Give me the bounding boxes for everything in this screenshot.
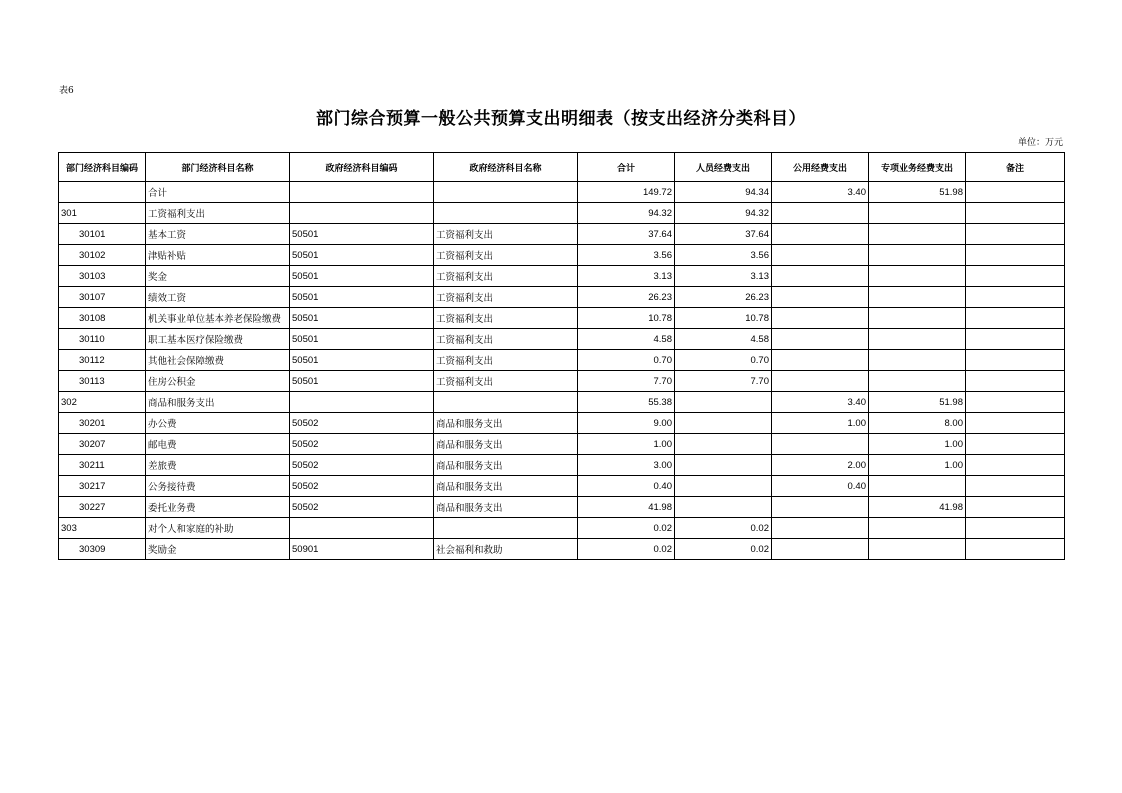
cell-gov-code: 50501: [290, 350, 434, 371]
cell-personnel: 37.64: [675, 224, 772, 245]
cell-gov-name: 工资福利支出: [434, 266, 578, 287]
cell-note: [966, 287, 1065, 308]
cell-gov-code: 50502: [290, 434, 434, 455]
cell-dept-name: 合计: [146, 182, 290, 203]
cell-total: 9.00: [578, 413, 675, 434]
cell-total: 26.23: [578, 287, 675, 308]
cell-gov-code: [290, 203, 434, 224]
cell-dept-name: 津贴补贴: [146, 245, 290, 266]
cell-gov-name: 工资福利支出: [434, 245, 578, 266]
cell-total: 0.02: [578, 518, 675, 539]
cell-dept-name: 差旅费: [146, 455, 290, 476]
cell-public: [772, 308, 869, 329]
cell-note: [966, 308, 1065, 329]
cell-dept-name: 基本工资: [146, 224, 290, 245]
cell-dept-code: 30103: [59, 266, 146, 287]
cell-dept-code: 30107: [59, 287, 146, 308]
cell-total: 1.00: [578, 434, 675, 455]
cell-special: 51.98: [869, 182, 966, 203]
cell-special: 51.98: [869, 392, 966, 413]
cell-public: 3.40: [772, 392, 869, 413]
cell-gov-code: 50901: [290, 539, 434, 560]
cell-dept-name: 住房公积金: [146, 371, 290, 392]
cell-special: [869, 350, 966, 371]
cell-gov-name: 工资福利支出: [434, 371, 578, 392]
cell-gov-code: 50501: [290, 308, 434, 329]
cell-dept-code: 30113: [59, 371, 146, 392]
cell-gov-name: 商品和服务支出: [434, 434, 578, 455]
cell-gov-code: [290, 182, 434, 203]
cell-total: 0.70: [578, 350, 675, 371]
cell-dept-name: 职工基本医疗保险缴费: [146, 329, 290, 350]
cell-dept-name: 公务接待费: [146, 476, 290, 497]
cell-dept-code: 30227: [59, 497, 146, 518]
cell-special: [869, 518, 966, 539]
cell-note: [966, 350, 1065, 371]
cell-public: [772, 518, 869, 539]
cell-personnel: 10.78: [675, 308, 772, 329]
cell-public: [772, 371, 869, 392]
cell-gov-code: 50501: [290, 245, 434, 266]
cell-public: 0.40: [772, 476, 869, 497]
cell-gov-name: 工资福利支出: [434, 287, 578, 308]
cell-personnel: 26.23: [675, 287, 772, 308]
header-dept-code: 部门经济科目编码: [59, 153, 146, 182]
cell-total: 4.58: [578, 329, 675, 350]
cell-special: [869, 245, 966, 266]
cell-personnel: 0.02: [675, 518, 772, 539]
cell-dept-name: 对个人和家庭的补助: [146, 518, 290, 539]
cell-note: [966, 518, 1065, 539]
header-personnel: 人员经费支出: [675, 153, 772, 182]
cell-gov-name: [434, 203, 578, 224]
cell-dept-code: 30207: [59, 434, 146, 455]
cell-gov-name: 工资福利支出: [434, 350, 578, 371]
cell-gov-code: 50501: [290, 329, 434, 350]
cell-gov-name: 社会福利和救助: [434, 539, 578, 560]
cell-special: [869, 203, 966, 224]
cell-dept-code: 30112: [59, 350, 146, 371]
cell-total: 7.70: [578, 371, 675, 392]
cell-public: [772, 539, 869, 560]
cell-special: 8.00: [869, 413, 966, 434]
cell-public: [772, 497, 869, 518]
cell-dept-code: 302: [59, 392, 146, 413]
cell-gov-name: 商品和服务支出: [434, 476, 578, 497]
cell-personnel: 3.56: [675, 245, 772, 266]
table-row: [59, 224, 1065, 245]
cell-gov-name: 工资福利支出: [434, 308, 578, 329]
cell-gov-code: 50502: [290, 497, 434, 518]
table-row: [59, 455, 1065, 476]
cell-gov-code: 50501: [290, 266, 434, 287]
cell-gov-name: 工资福利支出: [434, 329, 578, 350]
cell-personnel: [675, 476, 772, 497]
header-special: 专项业务经费支出: [869, 153, 966, 182]
cell-public: [772, 329, 869, 350]
cell-special: [869, 539, 966, 560]
table-row: [59, 497, 1065, 518]
cell-gov-name: [434, 518, 578, 539]
cell-dept-code: 30101: [59, 224, 146, 245]
cell-note: [966, 245, 1065, 266]
cell-special: [869, 476, 966, 497]
cell-note: [966, 224, 1065, 245]
budget-detail-table: [58, 152, 1065, 560]
table-body: [59, 182, 1065, 560]
cell-gov-name: 工资福利支出: [434, 224, 578, 245]
cell-dept-name: 机关事业单位基本养老保险缴费: [146, 308, 290, 329]
table-row: [59, 518, 1065, 539]
cell-personnel: 0.70: [675, 350, 772, 371]
cell-dept-code: 30217: [59, 476, 146, 497]
cell-special: 41.98: [869, 497, 966, 518]
page-title: 部门综合预算一般公共预算支出明细表（按支出经济分类科目）: [316, 109, 806, 129]
cell-total: 3.00: [578, 455, 675, 476]
cell-dept-name: 其他社会保障缴费: [146, 350, 290, 371]
cell-public: [772, 203, 869, 224]
cell-note: [966, 182, 1065, 203]
header-dept-name: 部门经济科目名称: [146, 153, 290, 182]
cell-personnel: 94.34: [675, 182, 772, 203]
cell-gov-name: 商品和服务支出: [434, 455, 578, 476]
cell-gov-code: [290, 518, 434, 539]
cell-note: [966, 329, 1065, 350]
cell-dept-name: 奖励金: [146, 539, 290, 560]
cell-total: 149.72: [578, 182, 675, 203]
cell-note: [966, 266, 1065, 287]
cell-personnel: [675, 434, 772, 455]
cell-public: 3.40: [772, 182, 869, 203]
cell-personnel: 0.02: [675, 539, 772, 560]
cell-gov-code: 50502: [290, 413, 434, 434]
cell-public: [772, 245, 869, 266]
table-row: [59, 182, 1065, 203]
header-row: [59, 153, 1065, 182]
cell-total: 55.38: [578, 392, 675, 413]
cell-public: 1.00: [772, 413, 869, 434]
cell-note: [966, 455, 1065, 476]
cell-dept-code: 30108: [59, 308, 146, 329]
cell-dept-code: 303: [59, 518, 146, 539]
unit-label: 单位：万元: [1017, 138, 1063, 148]
cell-special: [869, 287, 966, 308]
table-row: [59, 308, 1065, 329]
cell-dept-code: 30110: [59, 329, 146, 350]
table-row: [59, 539, 1065, 560]
cell-dept-name: 绩效工资: [146, 287, 290, 308]
cell-dept-code: [59, 182, 146, 203]
cell-special: [869, 266, 966, 287]
cell-gov-code: 50502: [290, 455, 434, 476]
table-label: 表6: [59, 86, 74, 96]
table-row: [59, 245, 1065, 266]
table-row: [59, 392, 1065, 413]
cell-dept-name: 办公费: [146, 413, 290, 434]
cell-dept-code: 301: [59, 203, 146, 224]
cell-gov-name: [434, 182, 578, 203]
cell-dept-name: 工资福利支出: [146, 203, 290, 224]
cell-total: 0.40: [578, 476, 675, 497]
cell-dept-name: 邮电费: [146, 434, 290, 455]
cell-dept-name: 商品和服务支出: [146, 392, 290, 413]
cell-special: 1.00: [869, 455, 966, 476]
header-note: 备注: [966, 153, 1065, 182]
cell-note: [966, 539, 1065, 560]
table-row: [59, 434, 1065, 455]
cell-total: 94.32: [578, 203, 675, 224]
cell-special: 1.00: [869, 434, 966, 455]
cell-gov-code: [290, 392, 434, 413]
cell-personnel: 7.70: [675, 371, 772, 392]
cell-note: [966, 413, 1065, 434]
cell-gov-code: 50502: [290, 476, 434, 497]
cell-dept-code: 30211: [59, 455, 146, 476]
cell-personnel: 3.13: [675, 266, 772, 287]
header-public: 公用经费支出: [772, 153, 869, 182]
cell-public: [772, 224, 869, 245]
cell-special: [869, 224, 966, 245]
cell-special: [869, 371, 966, 392]
cell-note: [966, 392, 1065, 413]
cell-public: [772, 266, 869, 287]
cell-personnel: [675, 455, 772, 476]
cell-personnel: [675, 392, 772, 413]
cell-dept-code: 30201: [59, 413, 146, 434]
cell-total: 41.98: [578, 497, 675, 518]
cell-dept-name: 奖金: [146, 266, 290, 287]
table-row: [59, 266, 1065, 287]
header-gov-name: 政府经济科目名称: [434, 153, 578, 182]
cell-special: [869, 308, 966, 329]
cell-total: 37.64: [578, 224, 675, 245]
cell-gov-code: 50501: [290, 224, 434, 245]
cell-personnel: 94.32: [675, 203, 772, 224]
cell-note: [966, 497, 1065, 518]
cell-gov-code: 50501: [290, 287, 434, 308]
cell-personnel: [675, 413, 772, 434]
header-total: 合计: [578, 153, 675, 182]
cell-public: [772, 350, 869, 371]
table-row: [59, 476, 1065, 497]
cell-gov-name: 商品和服务支出: [434, 497, 578, 518]
cell-personnel: [675, 497, 772, 518]
cell-total: 3.56: [578, 245, 675, 266]
table-row: [59, 413, 1065, 434]
cell-gov-name: 商品和服务支出: [434, 413, 578, 434]
table-row: [59, 203, 1065, 224]
cell-total: 3.13: [578, 266, 675, 287]
table-row: [59, 371, 1065, 392]
cell-total: 10.78: [578, 308, 675, 329]
cell-note: [966, 434, 1065, 455]
table-row: [59, 329, 1065, 350]
cell-note: [966, 371, 1065, 392]
cell-dept-code: 30102: [59, 245, 146, 266]
cell-gov-code: 50501: [290, 371, 434, 392]
cell-personnel: 4.58: [675, 329, 772, 350]
table-row: [59, 287, 1065, 308]
cell-gov-name: [434, 392, 578, 413]
cell-dept-code: 30309: [59, 539, 146, 560]
cell-public: [772, 434, 869, 455]
table-row: [59, 350, 1065, 371]
header-gov-code: 政府经济科目编码: [290, 153, 434, 182]
cell-dept-name: 委托业务费: [146, 497, 290, 518]
cell-public: [772, 287, 869, 308]
cell-special: [869, 329, 966, 350]
cell-note: [966, 203, 1065, 224]
cell-public: 2.00: [772, 455, 869, 476]
cell-total: 0.02: [578, 539, 675, 560]
cell-note: [966, 476, 1065, 497]
